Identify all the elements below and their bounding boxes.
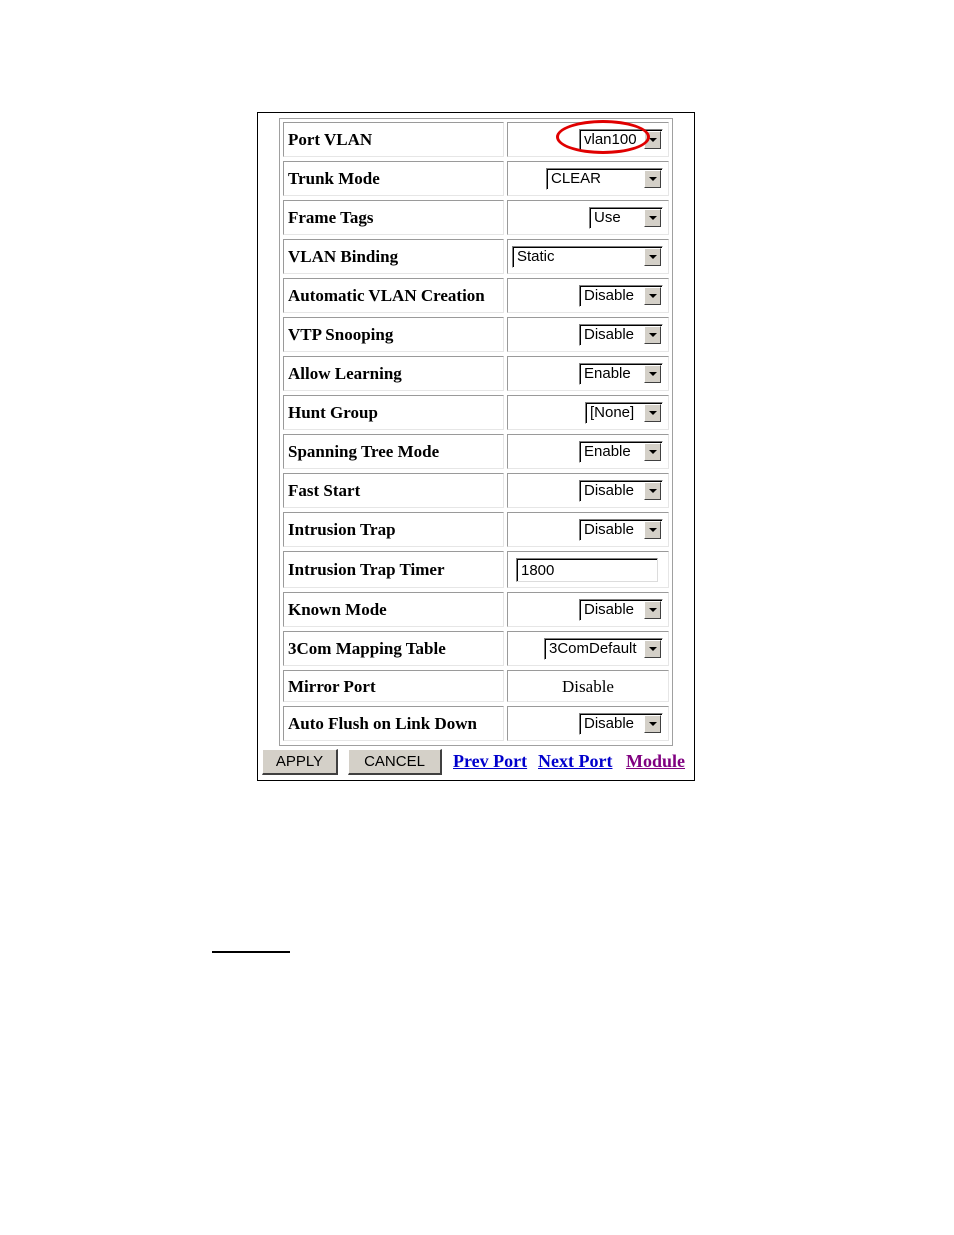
label-auto-flush-on-link-down: Auto Flush on Link Down: [283, 706, 504, 741]
chevron-down-icon[interactable]: [644, 326, 661, 344]
label-fast-start: Fast Start: [283, 473, 504, 508]
3com-mapping-table-select[interactable]: [544, 638, 663, 660]
trunk-mode-select[interactable]: [546, 168, 663, 190]
vtp-snooping-select[interactable]: [579, 324, 663, 346]
label-automatic-vlan-creation: Automatic VLAN Creation: [283, 278, 504, 313]
hunt-group-value: [None]: [590, 404, 635, 421]
label-known-mode: Known Mode: [283, 592, 504, 627]
cell-trunk-mode: [507, 161, 669, 196]
frame-tags-value: Use: [594, 209, 621, 226]
label-port-vlan: Port VLAN: [283, 122, 504, 157]
frame-tags-select[interactable]: [589, 207, 663, 229]
cancel-button[interactable]: CANCEL: [348, 749, 442, 775]
mirror-port-value: Disable: [507, 670, 669, 702]
known-mode-select[interactable]: [579, 599, 663, 621]
label-frame-tags: Frame Tags: [283, 200, 504, 235]
spanning-tree-mode-value: Enable: [584, 443, 631, 460]
label-trunk-mode: Trunk Mode: [283, 161, 504, 196]
cell-allow-learning: [507, 356, 669, 391]
cell-frame-tags: [507, 200, 669, 235]
chevron-down-icon[interactable]: [644, 715, 661, 733]
cell-port-vlan: [507, 122, 669, 157]
cell-known-mode: [507, 592, 669, 627]
underline-mark: [212, 951, 290, 953]
3com-mapping-table-value: 3ComDefault: [549, 640, 637, 657]
cell-spanning-tree-mode: [507, 434, 669, 469]
intrusion-trap-timer-input[interactable]: [516, 558, 658, 582]
allow-learning-value: Enable: [584, 365, 631, 382]
port-vlan-select[interactable]: [579, 129, 663, 151]
chevron-down-icon[interactable]: [644, 443, 661, 461]
label-mirror-port: Mirror Port: [283, 670, 504, 702]
vlan-binding-select[interactable]: [512, 246, 663, 268]
hunt-group-select[interactable]: [585, 402, 663, 424]
chevron-down-icon[interactable]: [644, 209, 661, 227]
chevron-down-icon[interactable]: [644, 404, 661, 422]
label-spanning-tree-mode: Spanning Tree Mode: [283, 434, 504, 469]
label-intrusion-trap-timer: Intrusion Trap Timer: [283, 551, 504, 588]
cell-intrusion-trap: [507, 512, 669, 547]
chevron-down-icon[interactable]: [644, 248, 661, 266]
chevron-down-icon[interactable]: [644, 601, 661, 619]
automatic-vlan-creation-select[interactable]: [579, 285, 663, 307]
cell-3com-mapping-table: [507, 631, 669, 666]
intrusion-trap-select[interactable]: [579, 519, 663, 541]
auto-flush-on-link-down-select[interactable]: [579, 713, 663, 735]
label-allow-learning: Allow Learning: [283, 356, 504, 391]
chevron-down-icon[interactable]: [644, 170, 661, 188]
intrusion-trap-value: Disable: [584, 521, 635, 538]
apply-button[interactable]: APPLY: [262, 749, 338, 775]
cell-intrusion-trap-timer: [507, 551, 669, 588]
label-vtp-snooping: VTP Snooping: [283, 317, 504, 352]
label-intrusion-trap: Intrusion Trap: [283, 512, 504, 547]
port-settings-table: [279, 118, 673, 746]
cell-vlan-binding: [507, 239, 669, 274]
port-settings-panel: [257, 112, 695, 781]
trunk-mode-value: CLEAR: [551, 170, 602, 187]
vlan-binding-value: Static: [517, 248, 555, 265]
cell-hunt-group: [507, 395, 669, 430]
chevron-down-icon[interactable]: [644, 521, 661, 539]
fast-start-value: Disable: [584, 482, 635, 499]
chevron-down-icon[interactable]: [644, 131, 661, 149]
vtp-snooping-value: Disable: [584, 326, 635, 343]
chevron-down-icon[interactable]: [644, 365, 661, 383]
chevron-down-icon[interactable]: [644, 287, 661, 305]
known-mode-value: Disable: [584, 601, 635, 618]
auto-flush-on-link-down-value: Disable: [584, 715, 635, 732]
fast-start-select[interactable]: [579, 480, 663, 502]
prev-port-link[interactable]: Prev Port: [453, 751, 528, 771]
next-port-link[interactable]: Next Port: [538, 751, 613, 771]
cell-vtp-snooping: [507, 317, 669, 352]
cell-auto-flush-on-link-down: [507, 706, 669, 741]
label-hunt-group: Hunt Group: [283, 395, 504, 430]
chevron-down-icon[interactable]: [644, 640, 661, 658]
spanning-tree-mode-select[interactable]: [579, 441, 663, 463]
cell-automatic-vlan-creation: [507, 278, 669, 313]
cell-fast-start: [507, 473, 669, 508]
label-3com-mapping-table: 3Com Mapping Table: [283, 631, 504, 666]
allow-learning-select[interactable]: [579, 363, 663, 385]
label-vlan-binding: VLAN Binding: [283, 239, 504, 274]
port-vlan-value: vlan100: [584, 131, 637, 148]
chevron-down-icon[interactable]: [644, 482, 661, 500]
module-link[interactable]: Module: [626, 751, 686, 771]
automatic-vlan-creation-value: Disable: [584, 287, 635, 304]
